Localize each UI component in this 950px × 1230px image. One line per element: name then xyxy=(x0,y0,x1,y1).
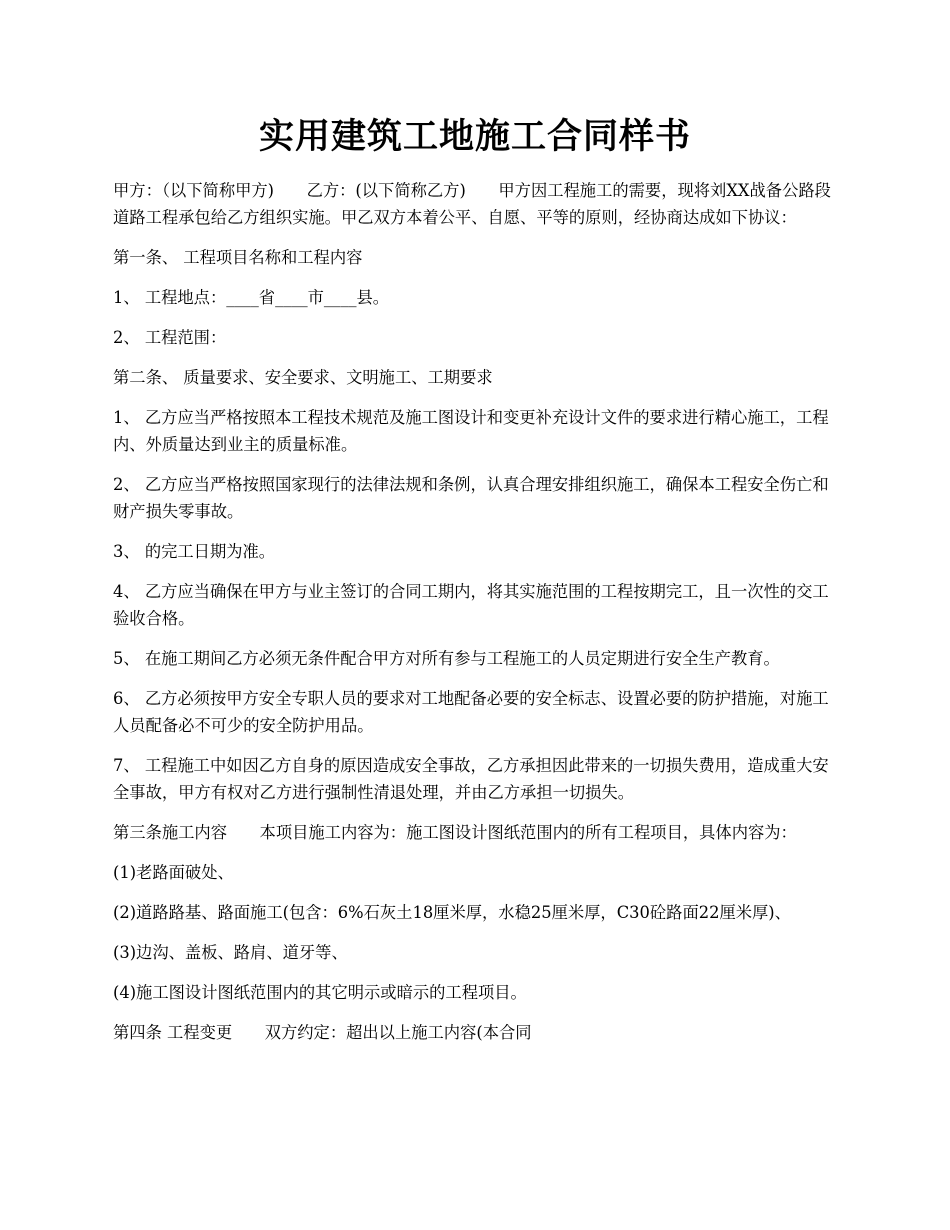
article-2-item-6: 6、 乙方必须按甲方安全专职人员的要求对工地配备必要的安全标志、设置必要的防护措施，对施工人员配备必不可少的安全防护用品。 xyxy=(113,689,829,735)
article-1-item-1: 1、 工程地点：____省____市____县。 xyxy=(113,288,390,307)
article-3-paragraph: 第三条施工内容 本项目施工内容为：施工图设计图纸范围内的所有工程项目，具体内容为： xyxy=(113,823,797,842)
document-body xyxy=(113,177,838,1059)
intro-paragraph: 甲方：（以下简称甲方) 乙方：(以下简称乙方) 甲方因工程施工的需要，现将刘XX战备公路段道路工程承包给乙方组织实施。甲乙双方本着公平、自愿、平等的原则，经协商达成如下协议： xyxy=(113,181,831,227)
article-3-item-4: (4)施工图设计图纸范围内的其它明示或暗示的工程项目。 xyxy=(113,983,527,1002)
article-3-item-1: (1)老路面破处、 xyxy=(113,863,234,882)
article-3-item-3: (3)边沟、盖板、路肩、道牙等、 xyxy=(113,943,348,962)
article-1-item-2: 2、 工程范围： xyxy=(113,328,227,347)
article-2-item-7: 7、 工程施工中如因乙方自身的原因造成安全事故，乙方承担因此带来的一切损失费用，造成重大安全事故，甲方有权对乙方进行强制性清退处理，并由乙方承担一切损失。 xyxy=(113,756,829,802)
article-1-heading: 第一条、 工程项目名称和工程内容 xyxy=(113,248,363,267)
article-2-heading: 第二条、 质量要求、安全要求、文明施工、工期要求 xyxy=(113,368,493,387)
article-2-item-2: 2、 乙方应当严格按照国家现行的法律法规和条例，认真合理安排组织施工，确保本工程安全伤亡和财产损失零事故。 xyxy=(113,475,829,521)
article-2-item-3: 3、 的完工日期为准。 xyxy=(113,542,276,561)
article-3-item-2: (2)道路路基、路面施工(包含：6%石灰土18厘米厚，水稳25厘米厚，C30砼路面22厘米厚)、 xyxy=(113,903,791,922)
article-2-item-1: 1、 乙方应当严格按照本工程技术规范及施工图设计和变更补充设计文件的要求进行精心施工，工程内、外质量达到业主的质量标准。 xyxy=(113,408,829,454)
document-title: 实用建筑工地施工合同样书 xyxy=(258,116,691,157)
article-2-item-5: 5、 在施工期间乙方必须无条件配合甲方对所有参与工程施工的人员定期进行安全生产教育。 xyxy=(113,649,780,668)
article-4-paragraph: 第四条 工程变更 双方约定：超出以上施工内容(本合同 xyxy=(113,1023,532,1042)
article-2-item-4: 4、 乙方应当确保在甲方与业主签订的合同工期内，将其实施范围的工程按期完工，且一次性的交工验收合格。 xyxy=(113,582,829,628)
